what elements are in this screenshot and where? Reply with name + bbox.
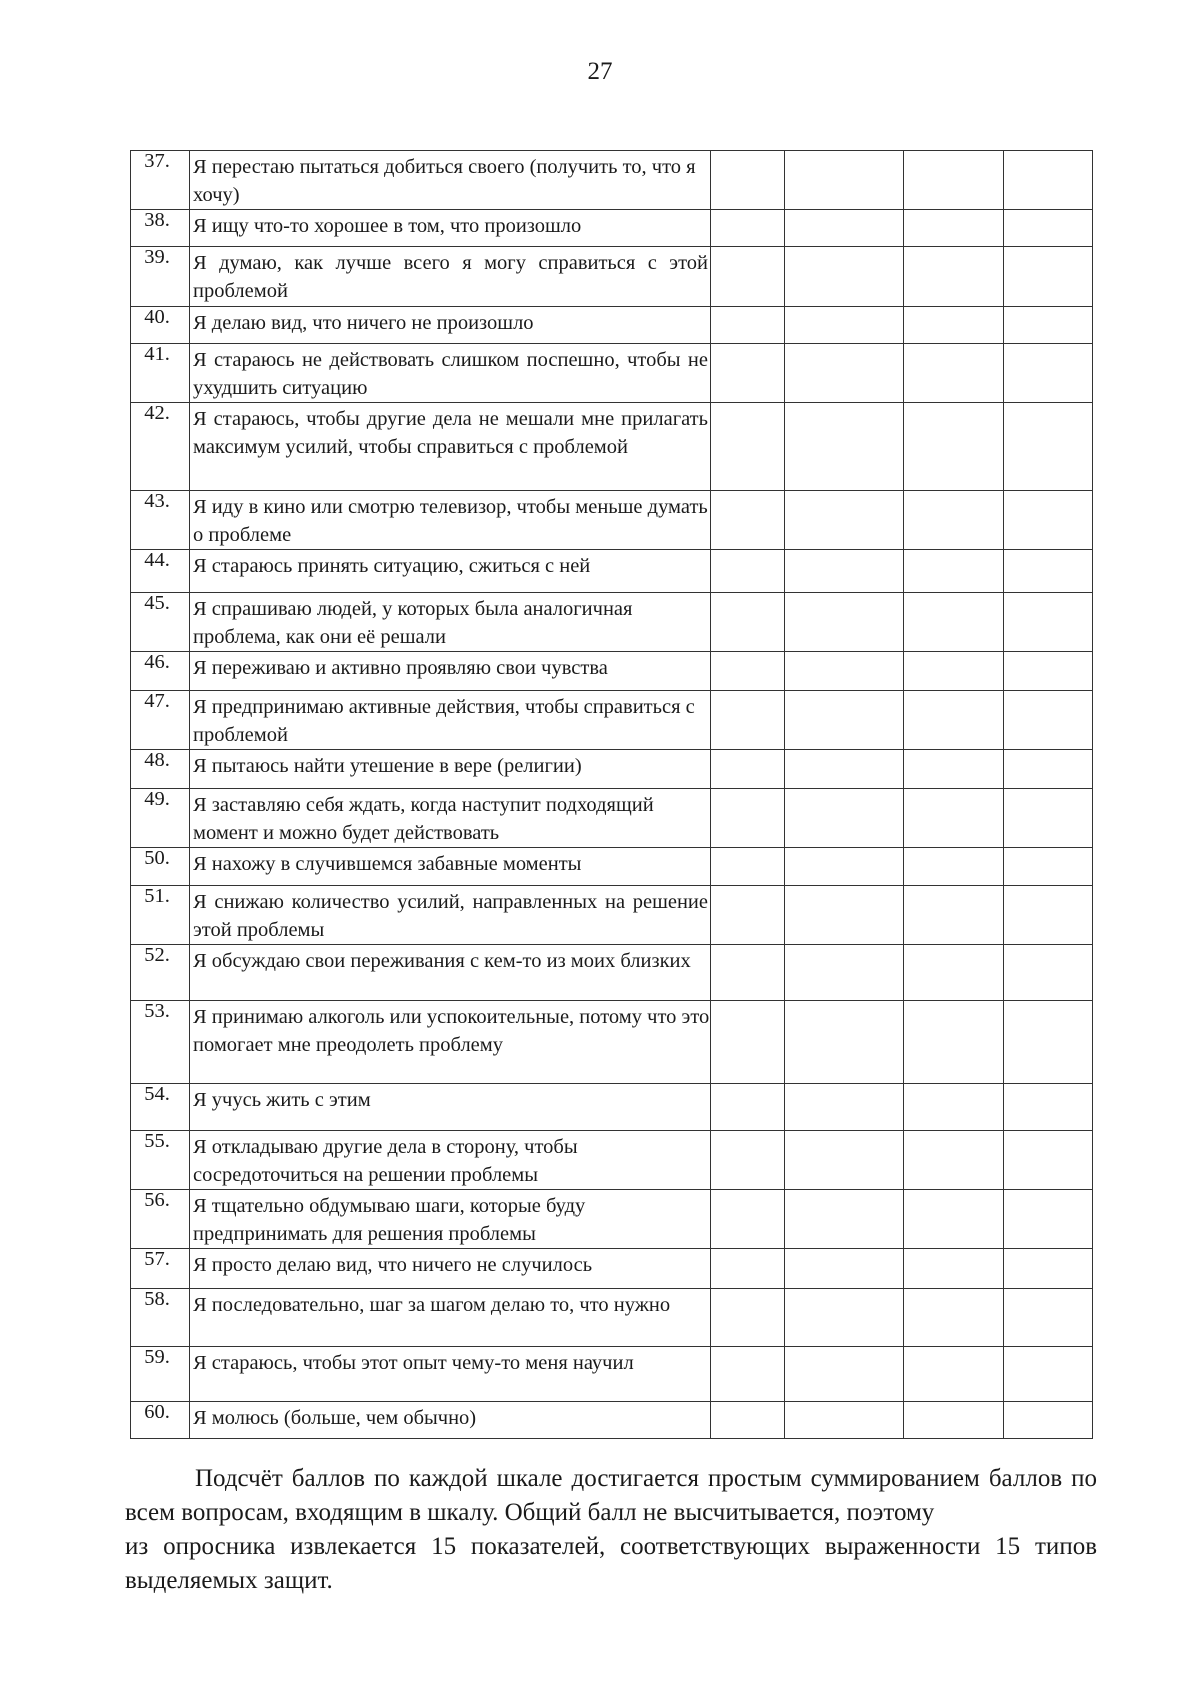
page-number: 27: [587, 58, 613, 85]
question-number-label: 50.: [144, 847, 170, 869]
question-number-label: 43.: [144, 490, 170, 512]
question-number-label: 37.: [144, 150, 170, 172]
question-text: Я иду в кино или смотрю телевизор, чтобы меньше думать о проблеме: [190, 491, 711, 550]
question-number: [131, 1289, 190, 1347]
question-number: [131, 247, 190, 307]
question-text: Я учусь жить с этим: [190, 1084, 711, 1131]
answer-cell[interactable]: [785, 1190, 904, 1249]
answer-cell[interactable]: [711, 1402, 785, 1439]
question-row: [131, 886, 1093, 945]
answer-cell[interactable]: [785, 652, 904, 691]
question-number: [131, 945, 190, 1001]
answer-cell[interactable]: [785, 848, 904, 886]
answer-cell[interactable]: [904, 344, 1004, 403]
answer-cell[interactable]: [1004, 848, 1093, 886]
question-number-label: 55.: [144, 1130, 170, 1152]
paragraph-line-2: из опросника извлекается 15 показателей, соответствующих выраженности 15 типов выделяемых защит.: [125, 1533, 1097, 1594]
answer-cell[interactable]: [785, 1001, 904, 1084]
answer-cell[interactable]: [785, 1249, 904, 1289]
answer-cell[interactable]: [785, 550, 904, 593]
answer-cell[interactable]: [1004, 550, 1093, 593]
question-number-label: 41.: [144, 343, 170, 365]
question-row: [131, 210, 1093, 247]
question-number-label: 56.: [144, 1189, 170, 1211]
answer-cell[interactable]: [904, 1347, 1004, 1402]
answer-cell[interactable]: [904, 789, 1004, 848]
answer-cell[interactable]: [711, 789, 785, 848]
question-number-label: 59.: [144, 1346, 170, 1368]
answer-cell[interactable]: [1004, 652, 1093, 691]
answer-cell[interactable]: [711, 247, 785, 307]
question-row: [131, 151, 1093, 210]
answer-cell[interactable]: [785, 1289, 904, 1347]
answer-cell[interactable]: [711, 1289, 785, 1347]
question-row: [131, 1249, 1093, 1289]
question-row: [131, 247, 1093, 307]
question-text: Я ищу что-то хорошее в том, что произошло: [190, 210, 711, 247]
answer-cell[interactable]: [711, 848, 785, 886]
answer-cell[interactable]: [785, 945, 904, 1001]
answer-cell[interactable]: [1004, 1190, 1093, 1249]
question-number: [131, 210, 190, 247]
question-text: Я откладываю другие дела в сторону, чтобы сосредоточиться на решении проблемы: [190, 1131, 711, 1190]
question-number-label: 53.: [144, 1000, 170, 1022]
question-row: [131, 848, 1093, 886]
answer-cell[interactable]: [711, 652, 785, 691]
answer-cell[interactable]: [904, 750, 1004, 789]
question-row: [131, 1131, 1093, 1190]
answer-cell[interactable]: [1004, 886, 1093, 945]
question-number: [131, 307, 190, 344]
answer-cell[interactable]: [785, 789, 904, 848]
answer-cell[interactable]: [711, 691, 785, 750]
question-number-label: 51.: [144, 885, 170, 907]
question-row: [131, 1001, 1093, 1084]
answer-cell[interactable]: [711, 403, 785, 491]
answer-cell[interactable]: [1004, 1289, 1093, 1347]
question-row: [131, 1289, 1093, 1347]
answer-cell[interactable]: [1004, 491, 1093, 550]
answer-cell[interactable]: [904, 491, 1004, 550]
question-number: [131, 403, 190, 491]
question-text: Я стараюсь принять ситуацию, сжиться с ней: [190, 550, 711, 593]
answer-cell[interactable]: [711, 1249, 785, 1289]
answer-cell[interactable]: [785, 247, 904, 307]
answer-cell[interactable]: [1004, 691, 1093, 750]
answer-cell[interactable]: [904, 403, 1004, 491]
question-text: Я молюсь (больше, чем обычно): [190, 1402, 711, 1439]
question-text: Я стараюсь не действовать слишком поспешно, чтобы не ухудшить ситуацию: [190, 344, 711, 403]
question-number: [131, 550, 190, 593]
answer-cell[interactable]: [711, 151, 785, 210]
answer-cell[interactable]: [711, 1347, 785, 1402]
answer-cell[interactable]: [1004, 1131, 1093, 1190]
question-number: [131, 1131, 190, 1190]
question-text: Я обсуждаю свои переживания с кем-то из моих близких: [190, 945, 711, 1001]
question-row: [131, 491, 1093, 550]
question-number: [131, 344, 190, 403]
question-number: [131, 151, 190, 210]
answer-cell[interactable]: [711, 210, 785, 247]
answer-cell[interactable]: [785, 151, 904, 210]
question-text: Я делаю вид, что ничего не произошло: [190, 307, 711, 344]
question-row: [131, 789, 1093, 848]
question-text: Я предпринимаю активные действия, чтобы справиться с проблемой: [190, 691, 711, 750]
answer-cell[interactable]: [785, 403, 904, 491]
answer-cell[interactable]: [1004, 1402, 1093, 1439]
answer-cell[interactable]: [1004, 247, 1093, 307]
question-number: [131, 1347, 190, 1402]
answer-cell[interactable]: [904, 691, 1004, 750]
answer-cell[interactable]: [904, 151, 1004, 210]
question-row: [131, 403, 1093, 491]
answer-cell[interactable]: [1004, 1084, 1093, 1131]
question-number-label: 57.: [144, 1248, 170, 1270]
question-text: Я нахожу в случившемся забавные моменты: [190, 848, 711, 886]
answer-cell[interactable]: [904, 1131, 1004, 1190]
question-number: [131, 1001, 190, 1084]
question-text: Я тщательно обдумываю шаги, которые буду предпринимать для решения проблемы: [190, 1190, 711, 1249]
question-text: Я спрашиваю людей, у которых была аналогичная проблема, как они её решали: [190, 593, 711, 652]
scoring-paragraph: [125, 1462, 1097, 1598]
answer-cell[interactable]: [1004, 403, 1093, 491]
answer-cell[interactable]: [1004, 210, 1093, 247]
question-row: [131, 1190, 1093, 1249]
answer-cell[interactable]: [904, 848, 1004, 886]
question-row: [131, 1084, 1093, 1131]
answer-cell[interactable]: [785, 491, 904, 550]
question-number: [131, 652, 190, 691]
question-text: Я просто делаю вид, что ничего не случилось: [190, 1249, 711, 1289]
answer-cell[interactable]: [711, 945, 785, 1001]
question-row: [131, 307, 1093, 344]
answer-cell[interactable]: [785, 886, 904, 945]
question-number: [131, 886, 190, 945]
question-number-label: 38.: [144, 209, 170, 231]
answer-cell[interactable]: [904, 307, 1004, 344]
answer-cell[interactable]: [785, 344, 904, 403]
question-number-label: 44.: [144, 549, 170, 571]
answer-cell[interactable]: [785, 307, 904, 344]
answer-cell[interactable]: [1004, 151, 1093, 210]
answer-cell[interactable]: [1004, 593, 1093, 652]
answer-cell[interactable]: [711, 550, 785, 593]
answer-cell[interactable]: [1004, 307, 1093, 344]
question-row: [131, 750, 1093, 789]
questionnaire-table: [130, 150, 1093, 1439]
question-number: [131, 1084, 190, 1131]
answer-cell[interactable]: [1004, 1001, 1093, 1084]
question-row: [131, 691, 1093, 750]
question-number: [131, 750, 190, 789]
answer-cell[interactable]: [904, 1001, 1004, 1084]
question-text: Я стараюсь, чтобы этот опыт чему-то меня научил: [190, 1347, 711, 1402]
answer-cell[interactable]: [904, 945, 1004, 1001]
question-text: Я перестаю пытаться добиться своего (получить то, что я хочу): [190, 151, 711, 210]
question-row: [131, 344, 1093, 403]
answer-cell[interactable]: [711, 1001, 785, 1084]
question-number-label: 42.: [144, 402, 170, 424]
answer-cell[interactable]: [711, 886, 785, 945]
paragraph-line-1: Подсчёт баллов по каждой шкале достигается простым суммированием баллов по всем вопросам, входящим в шкалу. Общий балл не высчитывается, поэтому: [125, 1465, 1097, 1526]
question-text: Я думаю, как лучше всего я могу справиться с этой проблемой: [190, 247, 711, 307]
answer-cell[interactable]: [711, 750, 785, 789]
question-text: Я заставляю себя ждать, когда наступит подходящий момент и можно будет действовать: [190, 789, 711, 848]
question-number: [131, 691, 190, 750]
answer-cell[interactable]: [711, 593, 785, 652]
answer-cell[interactable]: [711, 307, 785, 344]
answer-cell[interactable]: [785, 750, 904, 789]
answer-cell[interactable]: [785, 1402, 904, 1439]
question-number-label: 54.: [144, 1083, 170, 1105]
question-row: [131, 593, 1093, 652]
answer-cell[interactable]: [711, 1084, 785, 1131]
answer-cell[interactable]: [904, 210, 1004, 247]
answer-cell[interactable]: [711, 344, 785, 403]
answer-cell[interactable]: [1004, 1249, 1093, 1289]
answer-cell[interactable]: [904, 1402, 1004, 1439]
question-text: Я стараюсь, чтобы другие дела не мешали мне прилагать максимум усилий, чтобы справиться с проблемой: [190, 403, 711, 491]
answer-cell[interactable]: [785, 1347, 904, 1402]
answer-cell[interactable]: [904, 550, 1004, 593]
question-row: [131, 1347, 1093, 1402]
answer-cell[interactable]: [904, 1084, 1004, 1131]
question-number: [131, 789, 190, 848]
answer-cell[interactable]: [1004, 789, 1093, 848]
question-row: [131, 1402, 1093, 1439]
answer-cell[interactable]: [711, 491, 785, 550]
question-text: Я снижаю количество усилий, направленных на решение этой проблемы: [190, 886, 711, 945]
answer-cell[interactable]: [785, 210, 904, 247]
answer-cell[interactable]: [1004, 344, 1093, 403]
question-row: [131, 652, 1093, 691]
question-number-label: 58.: [144, 1288, 170, 1310]
question-number-label: 49.: [144, 788, 170, 810]
answer-cell[interactable]: [785, 1084, 904, 1131]
question-number: [131, 1249, 190, 1289]
question-text: Я переживаю и активно проявляю свои чувства: [190, 652, 711, 691]
answer-cell[interactable]: [785, 1131, 904, 1190]
answer-cell[interactable]: [904, 1249, 1004, 1289]
question-number-label: 48.: [144, 749, 170, 771]
answer-cell[interactable]: [711, 1190, 785, 1249]
answer-cell[interactable]: [904, 652, 1004, 691]
answer-cell[interactable]: [1004, 1347, 1093, 1402]
question-row: [131, 550, 1093, 593]
answer-cell[interactable]: [785, 691, 904, 750]
question-number-label: 46.: [144, 651, 170, 673]
answer-cell[interactable]: [904, 247, 1004, 307]
answer-cell[interactable]: [1004, 945, 1093, 1001]
question-number: [131, 1190, 190, 1249]
question-number-label: 47.: [144, 690, 170, 712]
question-text: Я пытаюсь найти утешение в вере (религии): [190, 750, 711, 789]
question-number: [131, 1402, 190, 1439]
answer-cell[interactable]: [904, 1190, 1004, 1249]
question-number: [131, 848, 190, 886]
answer-cell[interactable]: [1004, 750, 1093, 789]
question-text: Я принимаю алкоголь или успокоительные, потому что это помогает мне преодолеть проблему: [190, 1001, 711, 1084]
answer-cell[interactable]: [711, 1131, 785, 1190]
question-row: [131, 945, 1093, 1001]
question-number-label: 45.: [144, 592, 170, 614]
question-number: [131, 593, 190, 652]
answer-cell[interactable]: [785, 593, 904, 652]
answer-cell[interactable]: [904, 593, 1004, 652]
answer-cell[interactable]: [904, 1289, 1004, 1347]
question-number-label: 52.: [144, 944, 170, 966]
question-number-label: 39.: [144, 246, 170, 268]
question-number-label: 60.: [144, 1401, 170, 1423]
question-number-label: 40.: [144, 306, 170, 328]
question-number: [131, 491, 190, 550]
answer-cell[interactable]: [904, 886, 1004, 945]
question-text: Я последовательно, шаг за шагом делаю то, что нужно: [190, 1289, 711, 1347]
